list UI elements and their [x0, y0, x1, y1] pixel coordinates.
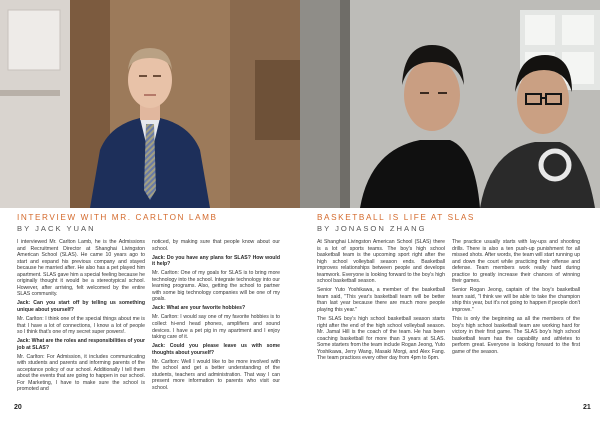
article-column-2 — [452, 239, 580, 358]
article-column-1 — [17, 239, 145, 396]
photo-carlton-lamb — [0, 0, 300, 208]
paragraph: Senior Yuto Yoshikawa, a member of the basketball team said, "This year's basketball team will be better than last year because there are much more people playing this year." — [317, 287, 445, 313]
paragraph: This is only the beginning as all the members of the boy's high school basketball team are working hard for victory in their first game. The SLAS boy's high school basketball team has the capability and athletes to perform great. Everyone is looking forward to the first game of the season. — [452, 316, 580, 355]
article-byline: BY JACK YUAN — [17, 224, 96, 233]
article-column-2 — [152, 239, 280, 394]
article-column-1 — [317, 239, 445, 364]
page-number: 21 — [583, 404, 591, 411]
interview-question: Jack: Do you have any plans for SLAS? How would it help? — [152, 254, 280, 268]
right-page — [300, 0, 600, 424]
paragraph: Senior Rogan Jeong, captain of the boy's basketball team said, "I think we will be able to take the champion ship this year, but it's not going to happen if people don't improve." — [452, 287, 580, 313]
article-byline: BY JONASON ZHANG — [317, 224, 427, 233]
paragraph: The practice usually starts with lay-ups and shooting drills. There is also a ten push-up punishment for all missed shots. After words, the team will start running up and down the court while practicing their offense and defense. Team members work really hard during practice to greatly increase their chances of winning their games. — [452, 239, 580, 285]
paragraph: I interviewed Mr. Carlton Lamb, he is the Admissions and Recruitment Director at Shanghai Livingston American School (SLAS). He came 10 years ago to start and expand his previous company and stayed because he married after. He also has a pet played him apartment. SLAS gave him a special feeling because he originally thought it would be a stereotypical school. However, after arriving, felt welcomed by the entire SLAS community. — [17, 239, 145, 298]
interview-question: Jack: Can you start off by telling us something unique about yourself? — [17, 300, 145, 313]
article-title: BASKETBALL IS LIFE AT SLAS — [317, 213, 475, 222]
paragraph: Mr. Carlton: I would say one of my favorite hobbies is to collect hi-end head phones, amplifiers and sound devices. I have a pet pig in my apartment and I enjoy taking care of it. — [152, 314, 280, 341]
interview-question: Jack: What are your favorite hobbies? — [152, 305, 246, 312]
photo-basketball-players — [300, 0, 600, 208]
paragraph: noticed, by making sure that people know about our school. — [152, 239, 280, 252]
paragraph: Mr. Carlton: One of my goals for SLAS is to bring more technology into the school. Integrate technology into our learning programs. Also, getting the school to partner with some big technology companies will be one of my goals. — [152, 270, 280, 303]
page-number: 20 — [14, 404, 22, 411]
paragraph: Mr. Carlton: I think one of the special things about me is that I have a lot of connections, I know a lot of people so I think that's one of my secret super powers!. — [17, 316, 145, 336]
paragraph: At Shanghai Livingston American School (SLAS) there is a lot of sports teams. The boy's high school basketball team is the upcoming sport right after the high school volleyball season ends. Basketball improves relationships between people and develops teamwork. Everyone is looking forward to the boy's high school basketball season. — [317, 239, 445, 285]
paragraph: The SLAS boy's high school basketball season starts right after the end of the high school volleyball season. Mr. Jamal Hill is the coach of the team. He has been coaching basketball for more than 3 years at SLAS. Some starters from the team include Rogan Jeong, Yuto Yoshikawa, Jerry Wang, Masaki Morgi, and Alex Fang. The team practices every other day from 4pm to 6pm. — [317, 316, 445, 362]
interview-question: Jack: Could you please leave us with some thoughts about yourself? — [152, 343, 280, 356]
paragraph: Mr. Carlton: For Admission, it includes communicating with students and parents and informing parents of the acceptance policy of our school. Additionally I tell them about the events that are going to happen in our school. For Marketing, I have to make sure the school is promoted and — [17, 353, 145, 393]
article-title: INTERVIEW WITH MR. CARLTON LAMB — [17, 213, 218, 222]
paragraph: Mr. Carlton: Well I would like to be more involved with the school and get a better understanding of the students, teachers and administration. That way I can present more information to parents who visit our school. — [152, 358, 280, 391]
interview-question: Jack: What are the roles and responsibilities of your job at SLAS? — [17, 338, 145, 351]
